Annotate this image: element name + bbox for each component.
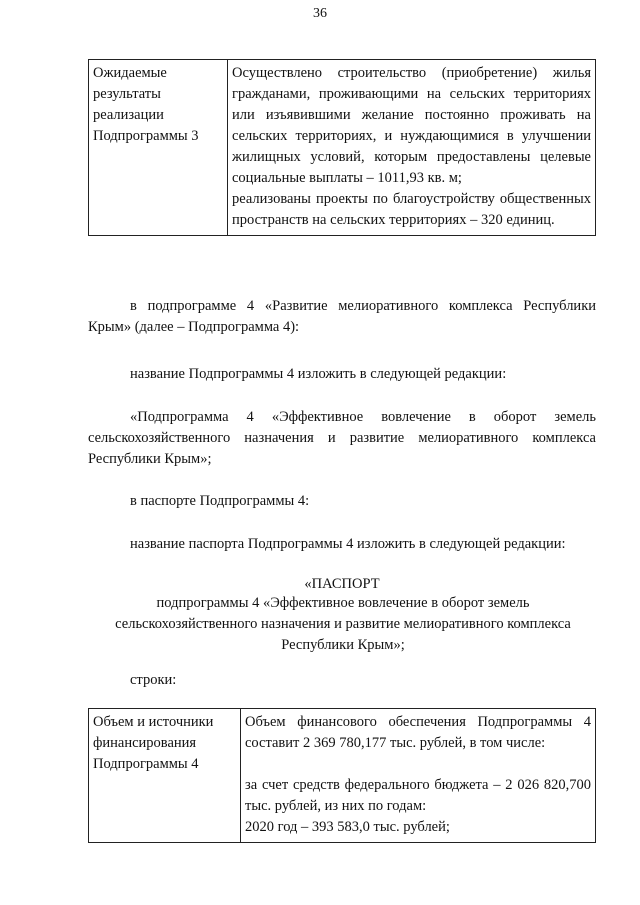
financing-paragraph-2: за счет средств федерального бюджета – 2 026 820,700 тыс. рублей, из них по годам: [245, 777, 591, 814]
results-paragraph-2: реализованы проекты по благоустройству общественных пространств на сельских территориях – 320 единиц. [232, 191, 591, 228]
body-paragraph-subprogram-4: в подпрограмме 4 «Развитие мелиоративного комплекса Республики Крым» (далее – Подпрограмма 4): [88, 298, 596, 335]
passport-title: «ПАСПОРТ [304, 576, 380, 592]
results-paragraph-1: Осуществлено строительство (приобретение) жилья гражданами, проживающими на сельских территориях или изъявившими желание постоянно проживать на сельских территориях, и нуждающимися в улучшении жилищных условий, которым предоставлены целевые социальные выплаты – 1011,93 кв. м; [232, 65, 591, 186]
label-line: Подпрограммы 3 [93, 128, 199, 144]
label-line: Ожидаемые [93, 65, 167, 81]
label-line: финансирования [93, 735, 197, 751]
label-line: Подпрограммы 4 [93, 756, 199, 772]
label-line: Объем и источники [93, 714, 214, 730]
table-row [89, 60, 596, 236]
body-paragraph-passport-rename: название паспорта Подпрограммы 4 изложить в следующей редакции: [130, 536, 566, 552]
body-paragraph-passport: в паспорте Подпрограммы 4: [130, 493, 310, 509]
table-content-cell [228, 60, 596, 236]
table-label-cell [89, 60, 228, 236]
body-paragraph-new-name: «Подпрограмма 4 «Эффективное вовлечение в оборот земель сельскохозяйственного назначения и развитие мелиоративного комплекса Республики Крым»; [88, 409, 596, 467]
label-line: реализации [93, 107, 164, 123]
financing-table [88, 708, 596, 843]
expected-results-table [88, 59, 596, 236]
passport-subtitle: подпрограммы 4 «Эффективное вовлечение в оборот земель сельскохозяйственного назначения и развитие мелиоративного комплекса Республики Крым»; [115, 595, 571, 653]
table-row [89, 709, 596, 843]
financing-paragraph-1: Объем финансового обеспечения Подпрограммы 4 составит 2 369 780,177 тыс. рублей, в том числе: [245, 714, 591, 751]
table-label-cell [89, 709, 241, 843]
body-paragraph-rename: название Подпрограммы 4 изложить в следующей редакции: [130, 366, 507, 382]
label-line: результаты [93, 86, 161, 102]
body-paragraph-rows: строки: [130, 672, 177, 688]
table-content-cell [241, 709, 596, 843]
financing-paragraph-3: 2020 год – 393 583,0 тыс. рублей; [245, 819, 450, 835]
page-number: 36 [313, 6, 327, 21]
